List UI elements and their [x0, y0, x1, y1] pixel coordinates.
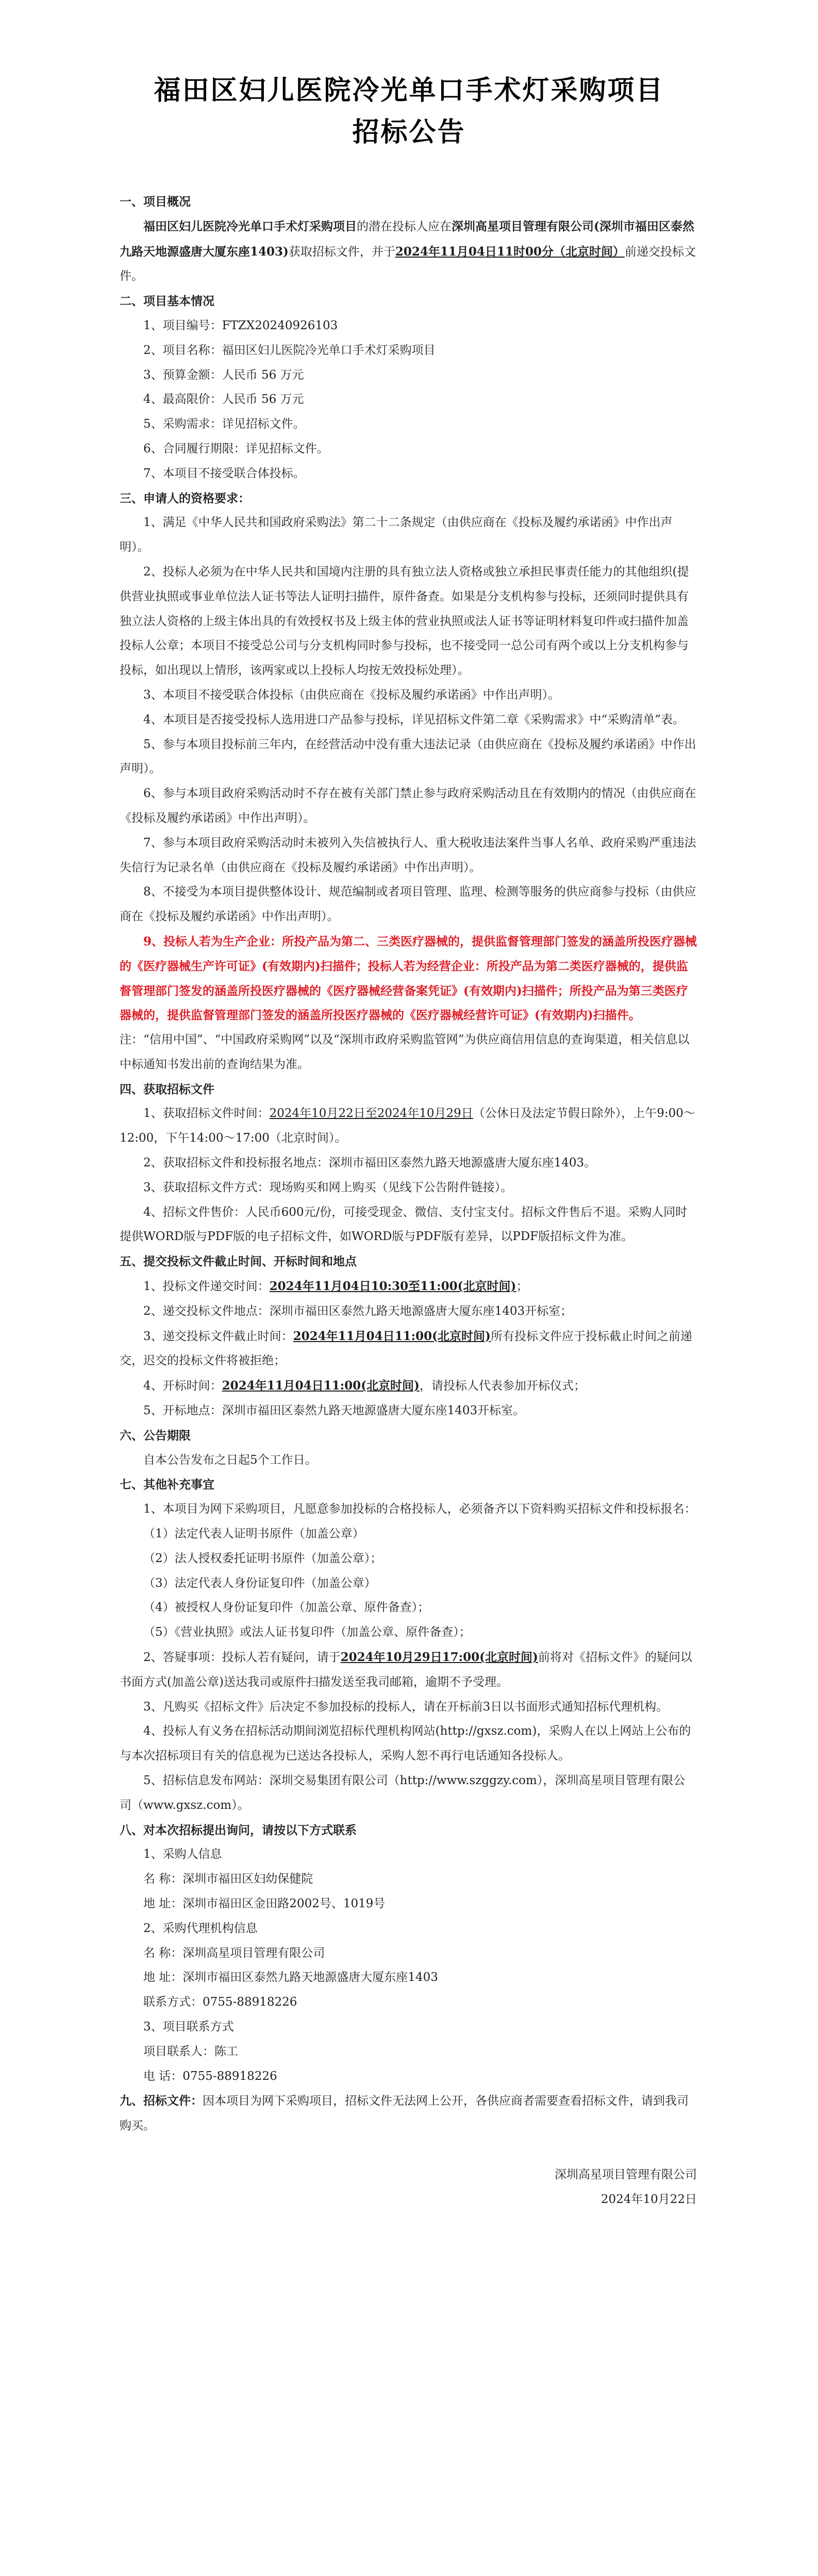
section-heading-contact: 八、对本次招标提出询问，请按以下方式联系 — [120, 1823, 357, 1837]
agency-highlight: 深圳高星项目管理有限公司(深圳市福田区泰然九路天地源盛唐大厦东座1403) — [120, 219, 694, 259]
overview-paragraph: 福田区妇儿医院冷光单口手术灯采购项目的潜在投标人应在深圳高星项目管理有限公司(深圳市福田区泰然九路天地源盛唐大厦东座1403)获取招标文件，并于2024年11月04日11时00分（北京时间）前递交投标文件。 — [120, 219, 696, 283]
announcement-body — [120, 190, 697, 2212]
signature-date: 2024年10月22日 — [600, 2192, 697, 2206]
qualification-item: 2、投标人必须为在中华人民共和国境内注册的具有独立法人资格或独立承担民事责任能力的其他组织(提供营业执照或事业单位法人证书等法人证明扫描件，原件备查。如果是分支机构参与投标，还须同时提供具有独立法人资格的上级主体出具的有效授权书及上级主体的营业执照或法人证书等证明材料复印件或扫描件加盖投标人公章；本项目不接受总公司与分支机构同时参与投标，也不接受同一总公司有两个或以上分支机构参与投标，如出现以上情形，该两家或以上投标人均按无效投标处理）。 — [120, 565, 689, 677]
required-document: （4）被授权人身份证复印件（加盖公章、原件备查）； — [143, 1601, 430, 1615]
section-heading-qualifications: 三、申请人的资格要求： — [120, 491, 250, 505]
question-deadline-value: 2024年10月29日17:00(北京时间) — [340, 1650, 538, 1665]
contact-purchaser-name: 名 称：深圳市福田区妇幼保健院 — [143, 1872, 313, 1886]
other-item: 1、本项目为网下采购项目，凡愿意参加投标的合格投标人，必须备齐以下资料购买招标文件和投标报名： — [143, 1502, 696, 1516]
tender-documents-paragraph: 九、招标文件：因本项目为网下采购项目，招标文件无法网上公开，各供应商者需要查看招标文件，请到我司购买。 — [120, 2094, 689, 2133]
other-item: 3、凡购买《招标文件》后决定不参加投标的投标人，请在开标前3日以书面形式通知招标代理机构。 — [143, 1700, 669, 1714]
section-heading-other-matters: 七、其他补充事宜 — [120, 1478, 214, 1492]
submission-time: 1、投标文件递交时间：2024年11月04日10:30至11:00(北京时间)； — [143, 1279, 528, 1294]
obtain-time: 1、获取招标文件时间：2024年10月22日至2024年10月29日（公休日及法定节假日除外），上午9:00～12:00，下午14:00～17:00（北京时间）。 — [120, 1107, 695, 1145]
required-document: （1）法定代表人证明书原件（加盖公章） — [143, 1527, 364, 1541]
basic-info-item: 6、合同履行期限：详见招标文件。 — [143, 442, 329, 455]
submission-location: 2、递交投标文件地点：深圳市福田区泰然九路天地源盛唐大厦东座1403开标室； — [143, 1304, 573, 1318]
qualification-note: 注：“信用中国”、“中国政府采购网”以及“深圳市政府采购监管网”为供应商信用信息的查询渠道，相关信息以中标通知书发出前的查询结果为准。 — [120, 1033, 690, 1071]
contact-agency-phone: 联系方式：0755-88918226 — [143, 1995, 297, 2009]
signature-company: 深圳高星项目管理有限公司 — [555, 2167, 697, 2181]
contact-agency-heading: 2、采购代理机构信息 — [143, 1921, 258, 1935]
contact-purchaser-address: 地 址：深圳市福田区金田路2002号、1019号 — [143, 1896, 386, 1910]
submission-time-value: 2024年11月04日10:30至11:00(北京时间) — [269, 1279, 516, 1294]
opening-time-value: 2024年11月04日11:00(北京时间) — [222, 1379, 420, 1393]
spacer — [120, 2139, 697, 2163]
required-document: （2）法人授权委托证明书原件（加盖公章）； — [143, 1551, 382, 1565]
basic-info-item: 1、项目编号：FTZX20240926103 — [143, 318, 338, 332]
notice-period-text: 自本公告发布之日起5个工作日。 — [143, 1453, 317, 1467]
other-item: 5、招标信息发布网站：深圳交易集团有限公司（http://www.szggzy.com），深圳高星项目管理有限公司（www.gxsz.com）。 — [120, 1774, 686, 1812]
obtain-location: 2、获取招标文件和投标报名地点：深圳市福田区泰然九路天地源盛唐大厦东座1403。 — [143, 1156, 596, 1170]
announcement-subtitle: 招标公告 — [352, 117, 466, 148]
submission-deadline-value: 2024年11月04日11:00(北京时间) — [293, 1329, 491, 1343]
submission-deadline: 3、递交投标文件截止时间：2024年11月04日11:00(北京时间)所有投标文件应于投标截止时间之前递交，迟交的投标文件将被拒绝； — [120, 1329, 692, 1368]
contact-project-person: 项目联系人：陈工 — [143, 2044, 238, 2058]
section-heading-submission: 五、提交投标文件截止时间、开标时间和地点 — [120, 1255, 357, 1269]
qualification-item: 3、本项目不接受联合体投标（由供应商在《投标及履约承诺函》中作出声明）。 — [143, 688, 560, 702]
qualification-item: 8、不接受为本项目提供整体设计、规范编制或者项目管理、监理、检测等服务的供应商参与投标（由供应商在《投标及履约承诺函》中作出声明）。 — [120, 885, 696, 924]
section-heading-obtain-documents: 四、获取招标文件 — [120, 1082, 214, 1096]
opening-time: 4、开标时间：2024年11月04日11:00(北京时间)，请投标人代表参加开标仪式； — [143, 1379, 586, 1393]
obtain-date-range: 2024年10月22日至2024年10月29日 — [269, 1107, 473, 1121]
qualification-item: 6、参与本项目政府采购活动时不存在被有关部门禁止参与政府采购活动且在有效期内的情况（由供应商在《投标及履约承诺函》中作出声明）。 — [120, 787, 696, 825]
qualification-item: 4、本项目是否接受投标人选用进口产品参与投标，详见招标文件第二章《采购需求》中“采购清单”表。 — [143, 713, 685, 726]
opening-location: 5、开标地点：深圳市福田区泰然九路天地源盛唐大厦东座1403开标室。 — [143, 1404, 525, 1418]
project-name-highlight: 福田区妇儿医院冷光单口手术灯采购项目 — [143, 219, 357, 233]
section-heading-tender-documents: 九、招标文件： — [120, 2094, 203, 2108]
announcement-title: 福田区妇儿医院冷光单口手术灯采购项目 — [154, 75, 664, 106]
basic-info-item: 5、采购需求：详见招标文件。 — [143, 417, 305, 431]
obtain-method: 3、获取招标文件方式：现场购买和网上购买（见线下公告附件链接）。 — [143, 1180, 513, 1194]
section-heading-overview: 一、项目概况 — [120, 195, 191, 209]
required-document: （3）法定代表人身份证复印件（加盖公章） — [143, 1576, 376, 1590]
basic-info-item: 2、项目名称：福田区妇儿医院冷光单口手术灯采购项目 — [143, 343, 436, 357]
qualification-item: 1、满足《中华人民共和国政府采购法》第二十二条规定（由供应商在《投标及履约承诺函》中作出声明）。 — [120, 516, 673, 554]
required-document: （5）《营业执照》或法人证书复印件（加盖公章、原件备查）； — [143, 1625, 471, 1639]
other-item: 4、投标人有义务在招标活动期间浏览招标代理机构网站(http://gxsz.com)，采购人在以上网站上公布的与本次招标项目有关的信息视为已送达各投标人，采购人恕不再行电话通知各投标人。 — [120, 1724, 691, 1763]
section-heading-basic-info: 二、项目基本情况 — [120, 294, 214, 309]
qualification-item: 5、参与本项目投标前三年内，在经营活动中没有重大违法记录（由供应商在《投标及履约承诺函》中作出声明）。 — [120, 737, 696, 776]
contact-project-heading: 3、项目联系方式 — [143, 2020, 234, 2033]
document-price: 4、招标文件售价：人民币600元/份，可接受现金、微信、支付宝支付。招标文件售后不退。采购人同时提供WORD版与PDF版的电子招标文件，如WORD版与PDF版有差异，以PDF版招标文件为准。 — [120, 1205, 688, 1244]
qualification-item: 7、参与本项目政府采购活动时未被列入失信被执行人、重大税收违法案件当事人名单、政府采购严重违法失信行为记录名单（由供应商在《投标及履约承诺函》中作出声明）。 — [120, 836, 696, 874]
deadline-highlight: 2024年11月04日11时00分（北京时间） — [395, 244, 625, 259]
contact-project-phone: 电 话：0755-88918226 — [143, 2069, 277, 2083]
basic-info-item: 3、预算金额：人民币 56 万元 — [143, 368, 304, 382]
contact-agency-name: 名 称：深圳高星项目管理有限公司 — [143, 1946, 325, 1960]
section-heading-notice-period: 六、公告期限 — [120, 1428, 191, 1443]
contact-purchaser-heading: 1、采购人信息 — [143, 1848, 222, 1861]
qualification-item-medical-device: 9、投标人若为生产企业：所投产品为第二、三类医疗器械的，提供监督管理部门签发的涵盖所投医疗器械的《医疗器械生产许可证》(有效期内)扫描件；投标人若为经营企业：所投产品为第二类医疗器械的，提供监督管理部门签发的涵盖所投医疗器械的《医疗器械经营备案凭证》(有效期内)扫描件；所投产品为第三类医疗器械的，提供监督管理部门签发的涵盖所投医疗器械的《医疗器械经营许可证》(有效期内)扫描件。 — [120, 934, 697, 1023]
contact-agency-address: 地 址：深圳市福田区泰然九路天地源盛唐大厦东座1403 — [143, 1971, 438, 1985]
basic-info-item: 7、本项目不接受联合体投标。 — [143, 466, 305, 480]
other-item-questions: 2、答疑事项：投标人若有疑问，请于2024年10月29日17:00(北京时间)前将对《招标文件》的疑问以书面方式(加盖公章)送达我司或原件扫描发送至我司邮箱，逾期不予受理。 — [120, 1650, 692, 1689]
basic-info-item: 4、最高限价：人民币 56 万元 — [143, 393, 304, 406]
